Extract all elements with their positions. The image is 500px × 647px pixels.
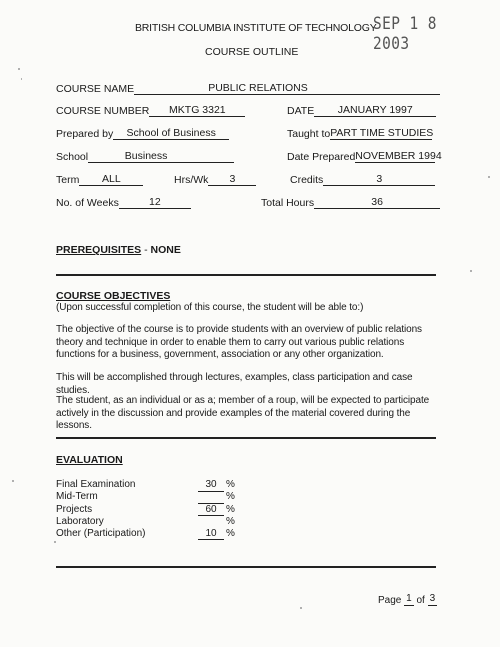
objectives-paragraph-2: This will be accomplished through lectures, examples, class participation and case studies. [56,372,413,396]
credits-label: Credits [290,174,324,186]
evaluation-heading: EVALUATION [56,454,123,466]
date-value: JANUARY 1997 [314,104,436,117]
objectives-paragraph-3: The student, as an individual or as a; member of a roup, will be expected to participate actively in the discussion and provide examples of the material covered during the lessons. [56,395,430,431]
evaluation-item-value [198,491,224,503]
school-label: School [56,151,89,163]
date-prepared-row [287,150,442,163]
evaluation-item-unit: % [226,527,235,539]
date-label: DATE [287,105,315,117]
table-row [56,516,235,528]
date-row [287,104,436,117]
table-row [56,528,235,540]
evaluation-item-unit: % [226,503,235,515]
evaluation-item-value [198,516,224,528]
institution-name: BRITISH COLUMBIA INSTITUTE OF TECHNOLOGY [135,22,377,34]
prerequisites-heading: PREREQUISITES [56,244,142,256]
scan-speck [21,78,22,80]
credits-row [290,173,435,186]
prerequisites-value: NONE [150,244,181,256]
hrs-wk-label: Hrs/Wk [174,174,209,186]
table-row [56,491,235,503]
scan-speck [18,68,20,70]
prepared-by-row [56,127,229,140]
course-number-value: MKTG 3321 [149,104,245,117]
hrs-wk-value: 3 [208,173,256,186]
prerequisites-separator: - [141,244,151,256]
scan-speck [488,176,490,178]
evaluation-item-label: Mid-Term [56,491,98,503]
hrs-wk-row [174,173,256,186]
evaluation-item-label: Projects [56,503,93,515]
evaluation-item-unit: % [226,491,235,503]
evaluation-item-unit: % [226,515,235,527]
evaluation-item-label: Laboratory [56,515,104,527]
total-hours-value: 36 [314,196,440,209]
current-page: 1 [406,593,412,604]
objectives-heading: COURSE OBJECTIVES [56,290,171,302]
section-divider [56,566,436,568]
evaluation-heading-row [56,454,123,466]
scan-speck [12,480,14,482]
course-number-row [56,104,245,117]
of-label: of [416,595,425,606]
objectives-heading-row [56,290,170,302]
weeks-value: 12 [119,196,191,209]
school-row [56,150,234,163]
scan-speck [470,270,472,272]
evaluation-table [56,479,235,540]
date-prepared-label: Date Prepared [287,151,356,163]
taught-to-row [287,127,432,140]
scan-speck [54,541,56,543]
evaluation-item-label: Other (Participation) [56,527,146,539]
course-name-label: COURSE NAME [56,83,135,95]
course-name-row [56,82,440,95]
prepared-by-label: Prepared by [56,128,114,140]
page-number [378,593,437,606]
course-name-value: PUBLIC RELATIONS [134,82,440,95]
section-divider [56,437,436,439]
evaluation-item-unit: % [226,479,235,491]
credits-value: 3 [323,173,435,186]
prepared-by-value: School of Business [113,127,229,140]
term-label: Term [56,174,80,186]
total-hours-row [261,196,440,209]
section-divider [56,274,436,276]
page-label: Page [378,595,402,606]
taught-to-value: PART TIME STUDIES [330,127,434,139]
total-hours-label: Total Hours [261,197,315,209]
received-date-stamp: SEP 1 8 2003 [373,14,437,54]
evaluation-item-value: 10 [198,528,224,540]
weeks-row [56,196,191,209]
objectives-intro: (Upon successful completion of this course, the student will be able to:) [56,302,364,313]
evaluation-item-value: 60 [198,503,224,516]
taught-to-label: Taught to [287,128,331,140]
evaluation-item-label: Final Examination [56,479,136,491]
table-row [56,479,235,491]
scan-speck [300,607,302,609]
table-row [56,503,235,516]
total-pages: 3 [429,593,436,604]
evaluation-item-value: 30 [198,479,224,491]
course-number-label: COURSE NUMBER [56,105,150,117]
date-prepared-value: NOVEMBER 1994 [355,150,442,162]
objectives-paragraph-1: The objective of the course is to provide students with an overview of public relations theory and technique in order to enable them to carry out various public relations functions for a business, government, association or any other organization. [56,324,422,360]
document-title: COURSE OUTLINE [205,46,299,58]
school-value: Business [88,150,234,163]
term-row [56,173,143,186]
term-value: ALL [79,173,143,186]
prerequisites [56,244,181,256]
weeks-label: No. of Weeks [56,197,119,209]
